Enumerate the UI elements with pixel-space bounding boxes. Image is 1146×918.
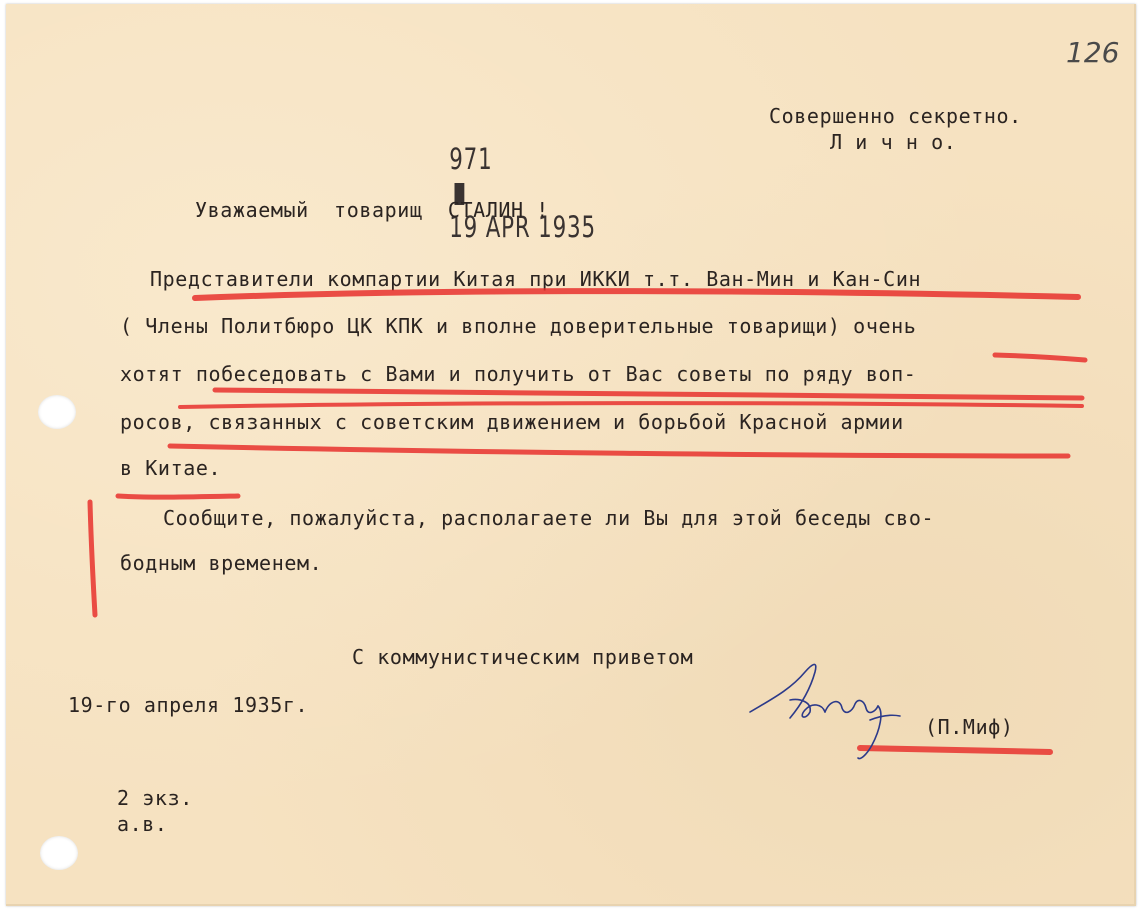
classification-personal: Л и ч н о. bbox=[830, 130, 957, 154]
classification-secret: Совершенно секретно. bbox=[769, 104, 1022, 128]
date-line: 19-го апреля 1935г. bbox=[68, 693, 309, 717]
stamp-date: 19 APR 1935 bbox=[449, 210, 596, 244]
punch-hole-top bbox=[38, 395, 76, 429]
body-line-6: Сообщите, пожалуйста, располагаете ли Вы для этой беседы сво- bbox=[163, 506, 935, 530]
body-line-2: ( Члены Политбюро ЦК КПК и вполне доверительные товарищи) очень bbox=[120, 314, 917, 338]
salutation: Уважаемый товарищ СТАЛИН ! bbox=[195, 198, 549, 222]
folio-number: 126 bbox=[1066, 36, 1120, 69]
body-line-7: бодным временем. bbox=[120, 551, 323, 575]
signatory: (П.Миф) bbox=[925, 715, 1014, 739]
copies-initials: а.в. bbox=[117, 812, 168, 836]
copies-count: 2 экз. bbox=[117, 786, 193, 810]
closing: С коммунистическим приветом bbox=[352, 645, 694, 669]
stamp-registration-number: 971 bbox=[449, 142, 493, 176]
body-line-1: Представители компартии Китая при ИККИ т.т. Ван-Мин и Кан-Син bbox=[150, 267, 922, 291]
body-line-5: в Китае. bbox=[120, 456, 222, 480]
registration-stamp bbox=[434, 108, 596, 244]
punch-hole-bottom bbox=[40, 836, 78, 870]
body-line-3: хотят побеседовать с Вами и получить от Вас советы по ряду воп- bbox=[120, 362, 917, 386]
body-line-4: росов, связанных с советским движением и борьбой Красной армии bbox=[120, 410, 904, 434]
